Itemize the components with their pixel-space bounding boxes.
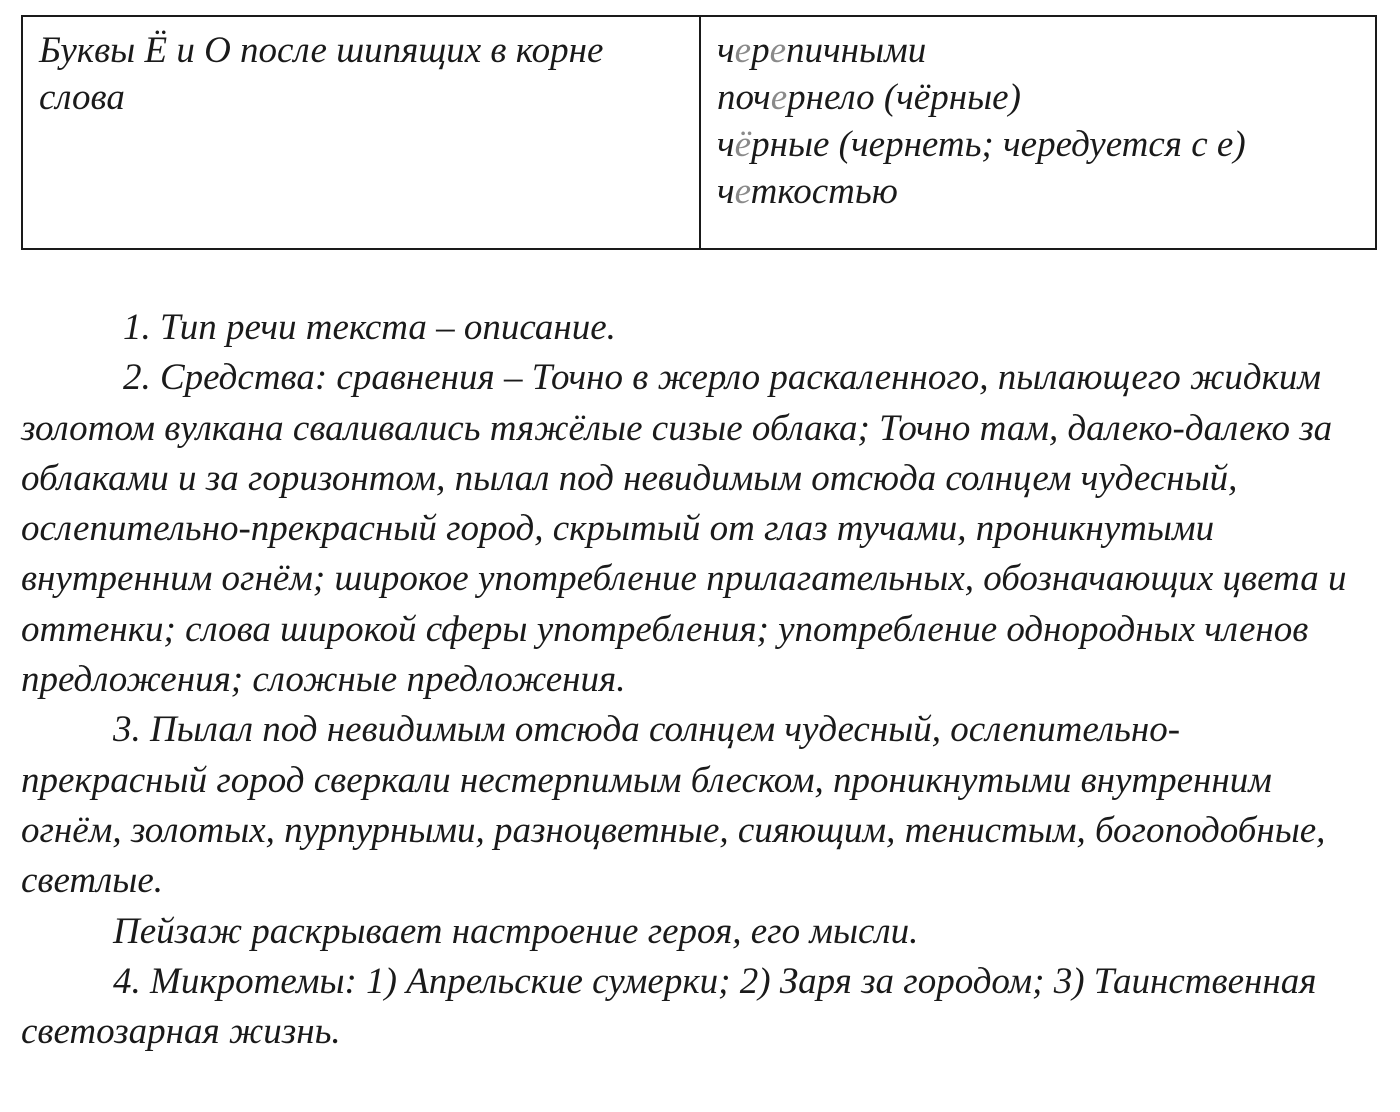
example-word [717, 74, 1361, 121]
word-part: ч [717, 124, 735, 165]
word-part: рнело (чёрные) [787, 77, 1021, 118]
paragraph-speech-type: 1. Тип речи текста – описание. [123, 307, 616, 348]
example-word [717, 168, 1361, 215]
word-part: р [751, 30, 770, 71]
word-part: ч [717, 171, 735, 212]
rule-table-row [22, 16, 1376, 249]
paragraph-microthemes: 4. Микротемы: 1) Апрельские сумерки; 2) Заря за городом; 3) Таинственная светозарная жизнь. [21, 960, 1317, 1053]
highlighted-letter: е [770, 77, 788, 118]
rule-cell [22, 16, 700, 249]
answer-text [21, 303, 1361, 1057]
paragraph-examples: 3. Пылал под невидимым отсюда солнцем чудесный, ослепительно-прекрасный город сверкали нестерпимым блеском, проникнутыми внутренним огнём, золотых, пурпурными, разноцветные, сияющим, тенистым, богоподобные, светлые. [21, 709, 1326, 902]
highlighted-letter: е [734, 30, 752, 71]
paragraph-means: 2. Средства: сравнения – Точно в жерло раскаленного, пылающего жидким золотом вулкана сваливались тяжёлые сизые облака; Точно там, далеко-далеко за облаками и за горизонтом, пылал под невидимым отсюда солнцем чудесный, ослепительно-прекрасный город, скрытый от глаз тучами, проникнутыми внутренним огнём; широкое употребление прилагательных, обозначающих цвета и оттенки; слова широкой сферы употребления; употребление однородных членов предложения; сложные предложения. [21, 357, 1347, 701]
word-part: ткостью [750, 171, 898, 212]
word-part: рные (чернеть; чередуется с е) [751, 124, 1246, 165]
word-part: ч [717, 30, 735, 71]
highlighted-letter: е [734, 171, 751, 212]
example-word [717, 27, 1361, 74]
rule-text: Буквы Ё и О после шипящих в корне слова [39, 30, 604, 118]
examples-cell [700, 16, 1376, 249]
rule-table [21, 15, 1377, 250]
word-part: пичными [786, 30, 927, 71]
example-word [717, 121, 1361, 168]
paragraph-landscape: Пейзаж раскрывает настроение героя, его мысли. [113, 910, 919, 952]
highlighted-letter: ё [734, 124, 752, 165]
highlighted-letter: е [769, 30, 787, 71]
word-part: поч [717, 77, 771, 118]
